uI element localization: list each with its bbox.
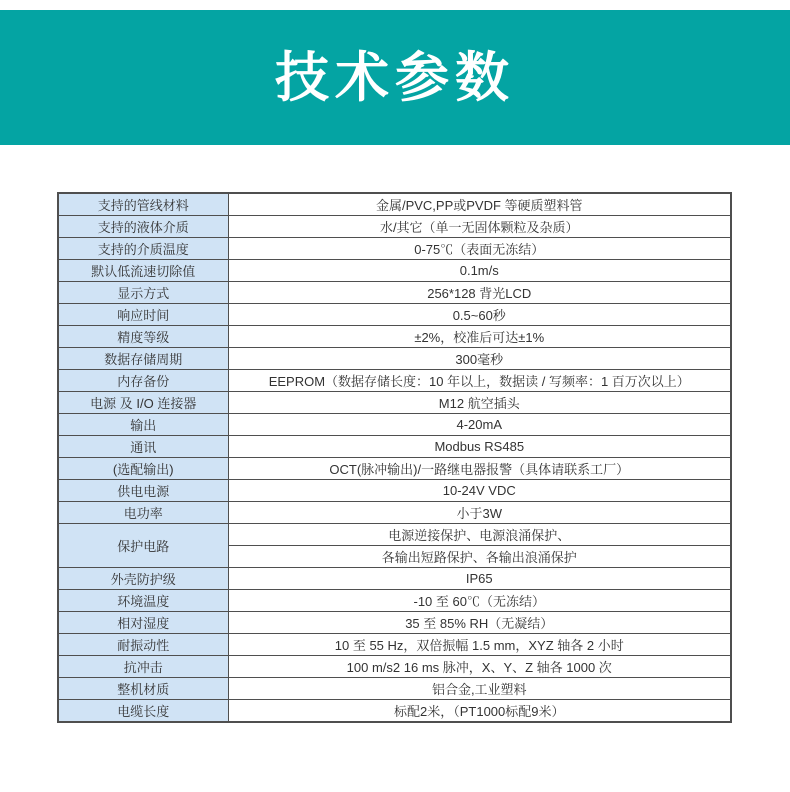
table-row xyxy=(58,348,731,370)
param-value-cell: 0.5~60秒 xyxy=(228,304,731,326)
param-value-cell: 35 至 85% RH（无凝结） xyxy=(228,612,731,634)
param-value-cell: 金属/PVC,PP或PVDF 等硬质塑料管 xyxy=(228,193,731,216)
table-row xyxy=(58,326,731,348)
param-label-cell: 相对湿度 xyxy=(58,612,228,634)
param-value-cell: 10-24V VDC xyxy=(228,480,731,502)
param-value-cell: ±2%，校准后可达±1% xyxy=(228,326,731,348)
param-value-cell: 100 m/s2 16 ms 脉冲，X、Y、Z 轴各 1000 次 xyxy=(228,656,731,678)
param-label-cell: 输出 xyxy=(58,414,228,436)
param-label-cell: 默认低流速切除值 xyxy=(58,260,228,282)
param-value-cell: 4-20mA xyxy=(228,414,731,436)
param-label-cell: 显示方式 xyxy=(58,282,228,304)
title-banner xyxy=(0,10,790,145)
spec-table xyxy=(57,192,732,723)
table-row xyxy=(58,304,731,326)
table-row xyxy=(58,370,731,392)
param-value-cell: 小于3W xyxy=(228,502,731,524)
table-row xyxy=(58,216,731,238)
param-label-cell: 电源 及 I/O 连接器 xyxy=(58,392,228,414)
table-row xyxy=(58,282,731,304)
param-value-cell: 水/其它（单一无固体颗粒及杂质） xyxy=(228,216,731,238)
table-row xyxy=(58,524,731,546)
param-label-cell: 抗冲击 xyxy=(58,656,228,678)
table-row xyxy=(58,678,731,700)
param-value-cell: M12 航空插头 xyxy=(228,392,731,414)
param-value-cell: 电源逆接保护、电源浪涌保护、 xyxy=(228,524,731,546)
param-label-cell: 电缆长度 xyxy=(58,700,228,723)
param-value-cell: 铝合金,工业塑料 xyxy=(228,678,731,700)
table-row xyxy=(58,458,731,480)
param-label-cell: 响应时间 xyxy=(58,304,228,326)
table-row xyxy=(58,590,731,612)
table-row xyxy=(58,260,731,282)
table-row xyxy=(58,436,731,458)
table-row xyxy=(58,612,731,634)
param-label-cell: 支持的管线材料 xyxy=(58,193,228,216)
param-value-cell: OCT(脉冲输出)/一路继电器报警（具体请联系工厂） xyxy=(228,458,731,480)
table-row xyxy=(58,656,731,678)
param-value-cell: EEPROM（数据存储长度：10 年以上，数据读 / 写频率：1 百万次以上） xyxy=(228,370,731,392)
param-label-cell: (选配输出) xyxy=(58,458,228,480)
param-label-cell: 数据存储周期 xyxy=(58,348,228,370)
param-label-cell: 保护电路 xyxy=(58,524,228,568)
param-value-cell: 0-75℃（表面无冻结） xyxy=(228,238,731,260)
table-row xyxy=(58,480,731,502)
param-label-cell: 整机材质 xyxy=(58,678,228,700)
param-label-cell: 供电电源 xyxy=(58,480,228,502)
param-label-cell: 精度等级 xyxy=(58,326,228,348)
param-value-cell: 10 至 55 Hz，双倍振幅 1.5 mm，XYZ 轴各 2 小时 xyxy=(228,634,731,656)
param-label-cell: 外壳防护级 xyxy=(58,568,228,590)
param-label-cell: 电功率 xyxy=(58,502,228,524)
table-row xyxy=(58,193,731,216)
param-value-cell: 标配2米，（PT1000标配9米） xyxy=(228,700,731,723)
param-value-cell: Modbus RS485 xyxy=(228,436,731,458)
param-label-cell: 通讯 xyxy=(58,436,228,458)
param-label-cell: 支持的介质温度 xyxy=(58,238,228,260)
param-label-cell: 环境温度 xyxy=(58,590,228,612)
param-value-cell: 300毫秒 xyxy=(228,348,731,370)
page-title: 技术参数 xyxy=(275,47,515,108)
table-row xyxy=(58,392,731,414)
table-row xyxy=(58,700,731,723)
param-label-cell: 耐振动性 xyxy=(58,634,228,656)
table-row xyxy=(58,414,731,436)
param-label-cell: 支持的液体介质 xyxy=(58,216,228,238)
param-value-cell: -10 至 60℃（无冻结） xyxy=(228,590,731,612)
param-value-cell: 0.1m/s xyxy=(228,260,731,282)
table-row xyxy=(58,568,731,590)
param-value-cell: IP65 xyxy=(228,568,731,590)
param-value-cell: 256*128 背光LCD xyxy=(228,282,731,304)
param-label-cell: 内存备份 xyxy=(58,370,228,392)
table-row xyxy=(58,238,731,260)
table-row xyxy=(58,634,731,656)
spec-table-container xyxy=(57,192,732,723)
table-row xyxy=(58,502,731,524)
param-value-cell: 各输出短路保护、各输出浪涌保护 xyxy=(228,546,731,568)
